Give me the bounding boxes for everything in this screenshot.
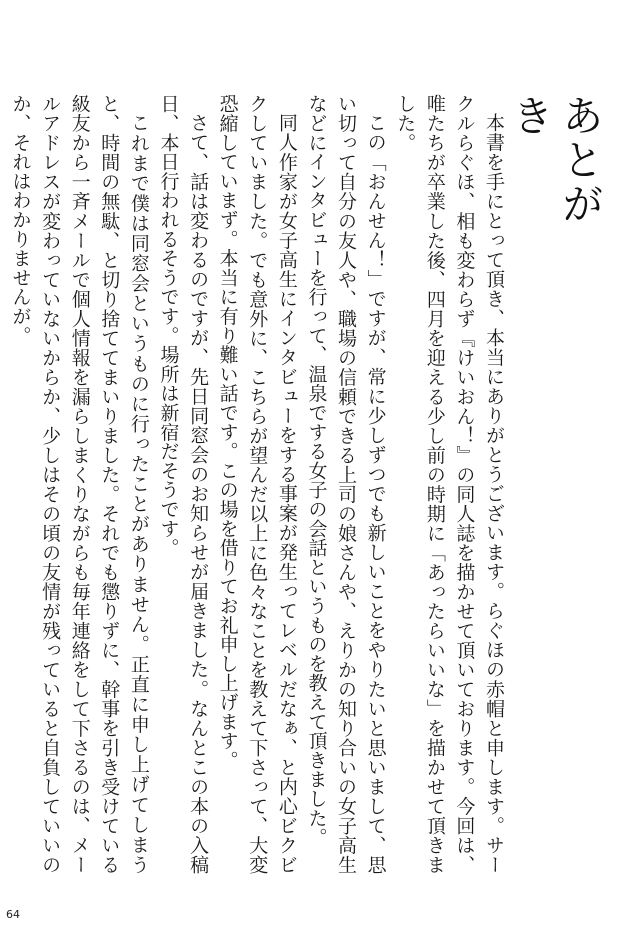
paragraph: これまで僕は同窓会というものに行ったことがありません。正直に申し上げてしまうと、時間の無駄、と切り捨ててまいりました。それでも懲りずに、幹事を引き受けている級友から一斉メールで個人情報を漏らしまくりながらも毎年連絡をして下さるのは、メールアドレスが変わっていないからか、少しはその頃の友情が残っていると自負していいのか、それはわかりませんが。: [9, 94, 150, 874]
paragraph: さて、話は変わるのですが、先日同窓会のお知らせが届きました。なんとこの本の入稿日、本日行われるそうです。場所は新宿だそうです。: [157, 94, 210, 874]
paragraph: 同人作家が女子高生にインタビューをする事案が発生ってレベルだなぁ、と内心ビクビクしていました。でも意外に、こちらが望んだ以上に色々なことを教えて下さって、大変恐縮していまず。本当に有り難い話です。この場を借りてお礼申し上げます。: [216, 94, 298, 874]
afterword-body: [9, 94, 508, 874]
page-number: 64: [6, 908, 20, 921]
paragraph: 本書を手にとって頂き、本当にありがとうございます。らぐほの赤帽と申します。サークルらぐほ、相も変わらず『けいおん！』の同人誌を描かせて頂いております。今回は、唯たちが卒業した後、四月を迎える少し前の時期に「あったらいいな」を描かせて頂きました。: [394, 94, 505, 874]
page-title: あとがき: [506, 94, 605, 226]
paragraph: この「おんせん！」ですが、常に少しずつでも新しいことをやりたいと思いまして、思い切って自分の友人や、職場の信頼できる上司の娘さんや、えりかの知り合いの女子高生などにインタビューを行って、温泉でする女子の会話というものを教えて頂きました。: [305, 94, 387, 874]
